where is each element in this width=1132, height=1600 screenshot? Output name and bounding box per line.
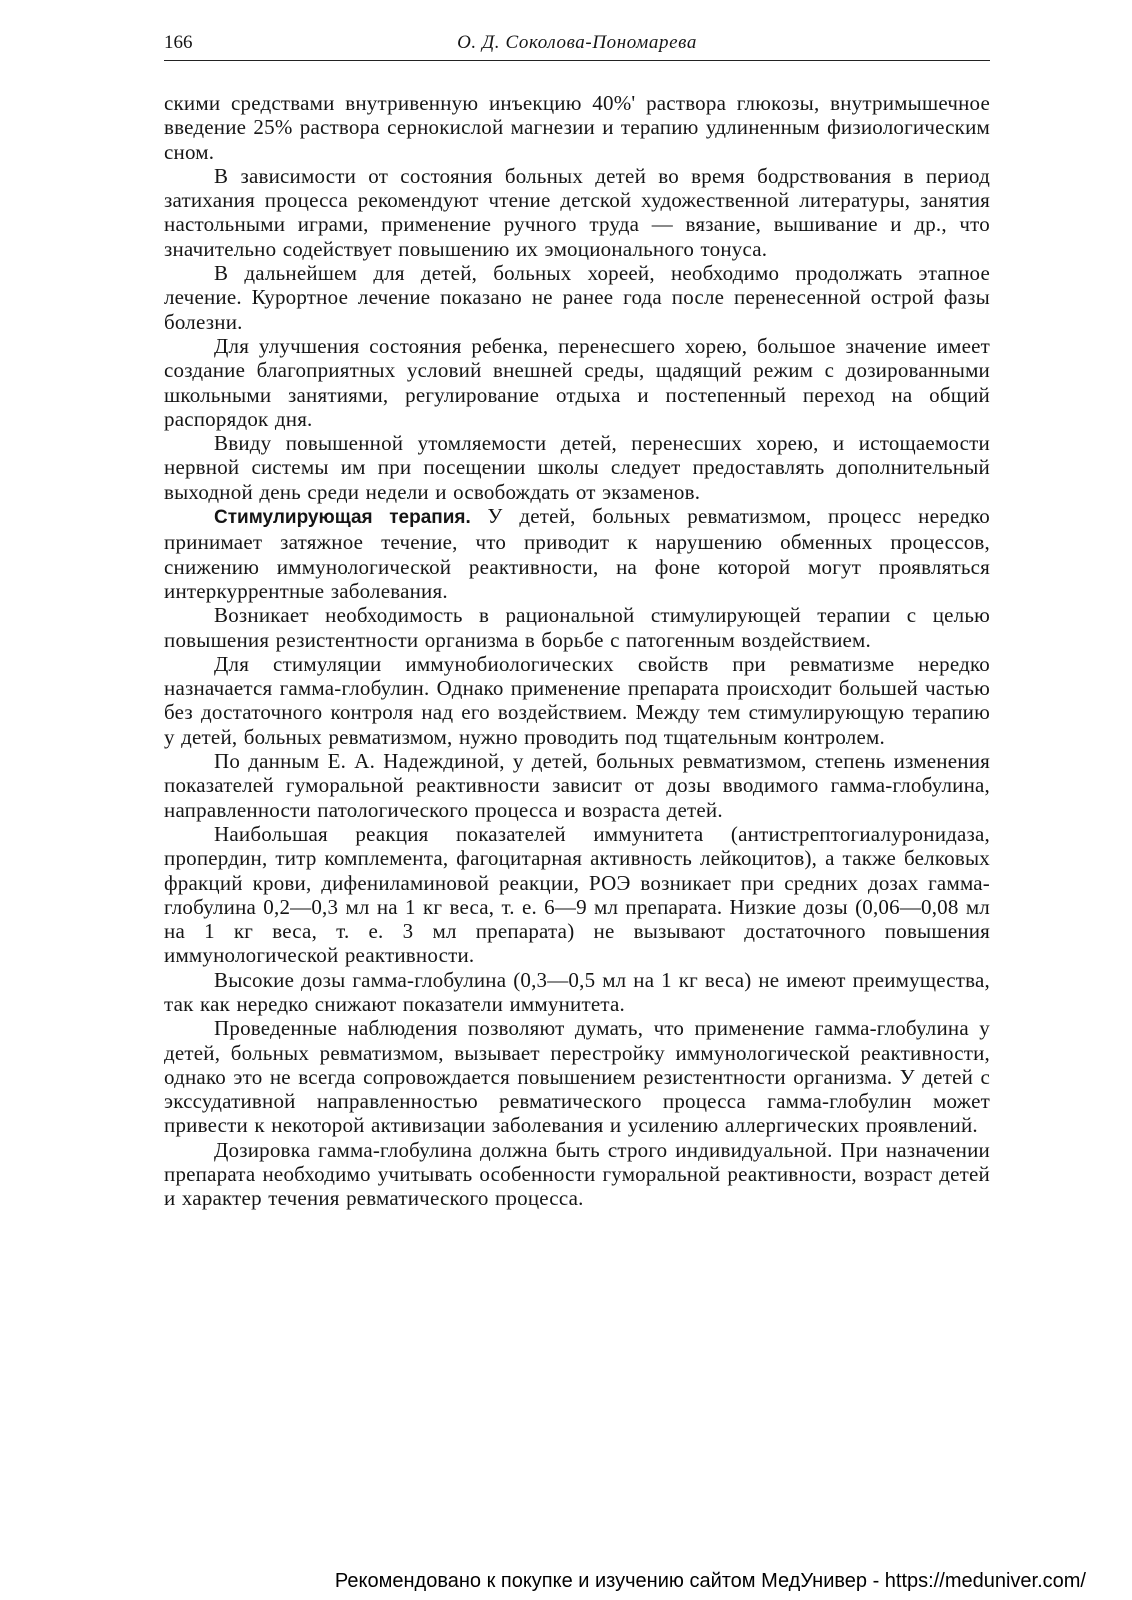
paragraph-text: Высокие дозы гамма-глобулина (0,3—0,5 мл на 1 кг веса) не имеют преимущества, так как нередко снижают показатели иммунитета.: [164, 967, 990, 1016]
paragraph-text: По данным Е. А. Надеждиной, у детей, больных ревматизмом, степень изменения показателей гуморальной реактивности зависит от дозы вводимого гамма-глобулина, направленности патологического процесса и возраста детей.: [164, 749, 990, 822]
running-title: О. Д. Соколова-Пономарева: [457, 32, 697, 53]
paragraph: [164, 652, 990, 749]
paragraph-text: У детей, больных ревматизмом, процесс нередко принимает затяжное течение, что приводит к нарушению обменных процессов, снижению иммунологической реактивности, на фоне которой могут проявляться интеркуррентные заболевания.: [164, 504, 990, 603]
section-run-in-heading: Стимулирующая терапия.: [214, 507, 471, 529]
paragraph: [164, 91, 990, 164]
paragraph: [164, 261, 990, 334]
paragraph: [164, 749, 990, 822]
paragraph-text: Ввиду повышенной утомляемости детей, перенесших хорею, и истощаемости нервной системы им при посещении школы следует предоставлять дополнительный выходной день среди недели и освобождать от экзаменов.: [164, 431, 990, 504]
paragraph: [164, 1016, 990, 1137]
body-text: [164, 91, 990, 1211]
paragraph: [164, 431, 990, 504]
paragraph-text: В зависимости от состояния больных детей во время бодрствования в период затихания процесса рекомендуют чтение детской художественной литературы, занятия настольными играми, применение ручного труда — вязание, вышивание и др., что значительно содействует повышению их эмоционального тонуса.: [164, 163, 990, 261]
page-number: 166: [164, 32, 193, 53]
paragraph-text: скими средствами внутривенную инъекцию 40%' раствора глюкозы, внутримышечное введение 25% раствора сернокислой магнезии и терапию удлиненным физиологическим сном.: [164, 91, 990, 164]
paragraph-text: Дозировка гамма-глобулина должна быть строго индивидуальной. При назначении препарата необходимо учитывать особенности гуморальной реактивности, возраст детей и характер течения ревматического процесса.: [164, 1137, 990, 1211]
paragraph-text: Возникает необходимость в рациональной стимулирующей терапии с целью повышения резистентности организма в борьбе с патогенным воздействием.: [164, 603, 990, 652]
paragraph: [164, 822, 990, 968]
paragraph-text: Для улучшения состояния ребенка, перенесшего хорею, большое значение имеет создание благоприятных условий внешней среды, щадящий режим с дозированными школьными занятиями, регулирование отдыха и постепенный переход на общий распорядок дня.: [164, 333, 990, 431]
paragraph: [164, 968, 990, 1017]
running-head: [164, 30, 990, 61]
paragraph-text: В дальнейшем для детей, больных хореей, необходимо продолжать этапное лечение. Курортное лечение показано не ранее года после перенесенной острой фазы болезни.: [164, 261, 990, 334]
paragraph-stimulating-therapy: [164, 504, 990, 603]
paragraph: [164, 603, 990, 652]
paragraph: [164, 1138, 990, 1211]
paragraph-text: Проведенные наблюдения позволяют думать, что применение гамма-глобулина у детей, больных ревматизмом, вызывает перестройку иммунологической реактивности, однако это не всегда сопровождается повышением резистентности организма. У детей с экссудативной направленностью ревматического процесса гамма-глобулин может привести к некоторой активизации заболевания и усилению аллергических проявлений.: [164, 1016, 990, 1138]
site-recommendation-footer: Рекомендовано к покупке и изучению сайтом МедУнивер - https://meduniver.com/: [334, 1570, 1086, 1592]
paragraph: [164, 334, 990, 431]
paragraph-text: Для стимуляции иммунобиологических свойств при ревматизме нередко назначается гамма-глобулин. Однако применение препарата происходит большей частью без достаточного контроля над его воздействием. Между тем стимулирующую терапию у детей, больных ревматизмом, нужно проводить под тщательным контролем.: [164, 651, 990, 749]
paragraph-text: Наибольшая реакция показателей иммунитета (антистрептогиалуронидаза, пропердин, титр комплемента, фагоцитарная активность лейкоцитов), а также белковых фракций крови, дифениламиновой реакции, РОЭ возникает при средних дозах гамма-глобулина 0,2—0,3 мл на 1 кг веса, т. е. 6—9 мл препарата. Низкие дозы (0,06—0,08 мл на 1 кг веса, т. е. 3 мл препарата) не вызывают достаточного повышения иммунологической реактивности.: [164, 821, 990, 968]
paragraph: [164, 164, 990, 261]
